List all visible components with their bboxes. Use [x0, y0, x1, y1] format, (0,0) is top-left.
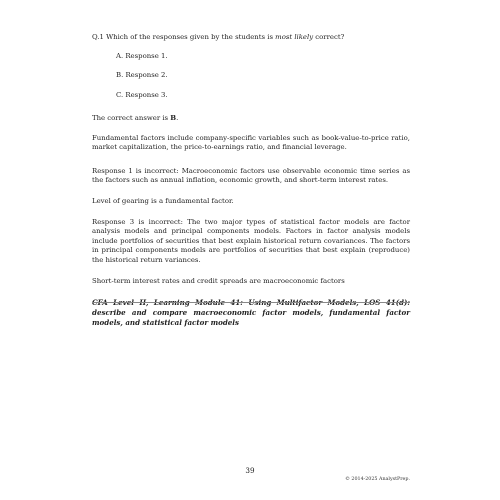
option-b: B. Response 2.	[116, 71, 168, 80]
explanation-response-3: Response 3 is incorrect: The two major types of statistical factor models are factor analysis models and principal components models. Factors in factor analysis models include portfolios of securities that best explain historical return covariances. The factors in principal components models are portfolios of securities that best explain (reproduce) the historical return variances.	[92, 217, 410, 265]
answer-prefix: The correct answer is	[92, 114, 171, 123]
answer-letter: B	[170, 114, 177, 123]
explanation-gearing: Level of gearing is a fundamental factor.	[92, 197, 234, 206]
learning-objective-reference: CFA Level II, Learning Module 41: Using Multifactor Models, LOS 41(d): describe and compare macroeconomic factor models, fundamental factor models, and statistical factor models	[92, 298, 410, 328]
question-content	[92, 33, 410, 328]
question-text	[92, 33, 410, 43]
explanation-response-1: Response 1 is incorrect: Macroeconomic factors use observable economic time series as the factors such as annual inflation, economic growth, and short-term interest rates.	[92, 166, 410, 185]
explanation-macro-factors: Short-term interest rates and credit spreads are macroeconomic factors	[92, 276, 345, 285]
answer-suffix: .	[176, 114, 179, 123]
option-c: C. Response 3.	[116, 90, 168, 99]
explanation-fundamental-factors: Fundamental factors include company-specific variables such as book-value-to-price ratio, market capitalization, the price-to-earnings ratio, and financial leverage.	[92, 133, 410, 152]
question-suffix: correct?	[313, 33, 345, 41]
question-prefix: Q.1 Which of the responses given by the students is	[92, 33, 276, 41]
footer-divider	[92, 302, 410, 303]
copyright-notice: © 2014-2025 AnalystPrep.	[345, 477, 410, 482]
page-number: 39	[245, 466, 255, 475]
answer-options	[116, 52, 410, 111]
correct-answer	[92, 114, 410, 124]
option-a: A. Response 1.	[116, 51, 168, 60]
question-emphasis: most likely	[275, 33, 314, 41]
